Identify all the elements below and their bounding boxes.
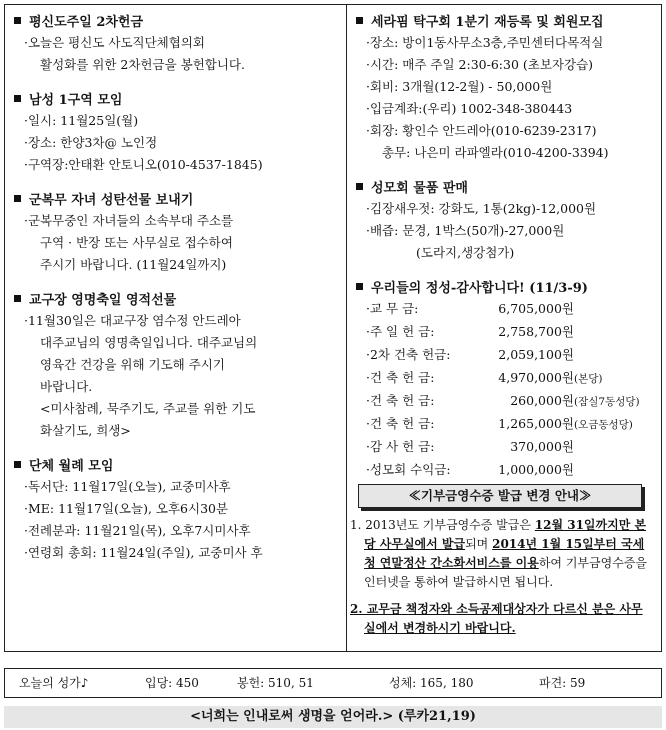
square-bullet-icon xyxy=(14,295,21,302)
offering-amount: 2,059,100원 xyxy=(498,347,574,362)
section-title: 군복무 자녀 성탄선물 보내기 xyxy=(14,192,340,210)
notice-body xyxy=(350,516,652,646)
hymn-bar xyxy=(4,668,662,698)
section-offerings xyxy=(356,280,656,482)
text-line: (도라지,생강첨가) xyxy=(416,245,515,260)
offering-label: ·2차 건축 헌금: xyxy=(366,347,451,362)
section-laity-sunday xyxy=(14,14,340,76)
text-line: 영육간 건강을 위해 기도해 주시기 xyxy=(40,357,225,372)
square-bullet-icon xyxy=(14,461,21,468)
text-line: ·일시: 11월25일(월) xyxy=(24,113,139,128)
text-line: ·회장: 황인수 안드레아(010-6239-2317) xyxy=(366,123,597,138)
section-title: 남성 1구역 모임 xyxy=(14,92,340,110)
offering-label: ·성모회 수익금: xyxy=(366,462,451,477)
text-line: ·독서단: 11월17일(오늘), 교중미사후 xyxy=(24,479,231,494)
receipt-notice xyxy=(350,482,654,648)
text-line: ·시간: 매주 주일 2:30-6:30 (초보자강습) xyxy=(366,57,594,72)
offering-label: ·주 일 헌 금: xyxy=(366,324,435,339)
text-line: 대주교님의 영명축일입니다. 대주교님의 xyxy=(40,335,258,350)
offering-amount: 1,000,000원 xyxy=(498,462,574,477)
offering-row xyxy=(356,367,656,390)
offering-row xyxy=(356,390,656,413)
offering-label: ·감 사 헌 금: xyxy=(366,439,435,454)
offering-label: ·건 축 헌 금: xyxy=(366,370,435,385)
text-line: 바랍니다. xyxy=(40,379,93,394)
section-title: 성모회 물품 판매 xyxy=(356,180,656,198)
text-line: ·구역장:안태환 안토니오(010-4537-1845) xyxy=(24,157,263,172)
section-goods-sale xyxy=(356,180,656,264)
section-title: 단체 월례 모임 xyxy=(14,458,340,476)
offering-label: ·건 축 헌 금: xyxy=(366,416,435,431)
offering-label: ·건 축 헌 금: xyxy=(366,393,435,408)
section-bishop-feast xyxy=(14,292,340,442)
text-line: 화살기도, 희생> xyxy=(40,423,131,438)
notice-item-1: 1. 2013년도 기부금영수증 발급은 12월 31일까지만 본당 사무실에서 발급되며 2014년 1월 15일부터 국세청 연말정산 간소화서비스를 이용하여 기부금영수증을 인터넷을 통하여 발급하시면 됩니다. xyxy=(350,518,647,589)
text-line: ·장소: 방이1동사무소3층,주민센터다목적실 xyxy=(366,35,604,50)
text-line: ·장소: 한양3차@ 노인정 xyxy=(24,135,158,150)
text-line: ·김장새우젓: 강화도, 1통(2kg)-12,000원 xyxy=(366,201,597,216)
text-line: 구역 · 반장 또는 사무실로 접수하여 xyxy=(40,235,233,250)
section-title: 교구장 영명축일 영적선물 xyxy=(14,292,340,310)
communion-hymn: 성체: 165, 180 xyxy=(389,676,474,690)
right-column xyxy=(356,14,656,498)
offering-note: (오금동성당) xyxy=(574,419,633,431)
offering-row xyxy=(356,413,656,436)
offering-note: (본당) xyxy=(574,373,603,385)
section-mens-meeting xyxy=(14,92,340,176)
text-line: ·입금계좌:(우리) 1002-348-380443 xyxy=(366,101,573,116)
section-table-tennis xyxy=(356,14,656,164)
offering-amount: 6,705,000원 xyxy=(498,301,574,316)
text-line: ·배즙: 문경, 1박스(50개)-27,000원 xyxy=(366,223,565,238)
offering-amount: 4,970,000원 xyxy=(498,370,574,385)
offering-amount: 2,758,700원 xyxy=(498,324,574,339)
column-divider xyxy=(346,4,347,652)
section-military-gifts xyxy=(14,192,340,276)
text-line: ·ME: 11월17일(오늘), 오후6시30분 xyxy=(24,501,229,516)
square-bullet-icon xyxy=(356,283,363,290)
offering-row xyxy=(356,344,656,367)
square-bullet-icon xyxy=(356,183,363,190)
text-line: 주시기 바랍니다. (11월24일까지) xyxy=(40,257,227,272)
text-line: ·회비: 3개월(12-2월) - 50,000원 xyxy=(366,79,553,94)
section-title: 평신도주일 2차헌금 xyxy=(14,14,340,32)
text-line: ·오늘은 평신도 사도직단체협의회 xyxy=(24,35,205,50)
offering-row xyxy=(356,321,656,344)
recessional-hymn: 파견: 59 xyxy=(539,676,586,690)
text-line: 총무: 나은미 라파엘라(010-4200-3394) xyxy=(382,145,609,160)
square-bullet-icon xyxy=(14,17,21,24)
section-group-meetings xyxy=(14,458,340,564)
offertory-hymn: 봉헌: 510, 51 xyxy=(237,676,314,690)
offering-note: (잠실7동성당) xyxy=(574,396,640,408)
text-line: ·군복무중인 자녀들의 소속부대 주소를 xyxy=(24,213,234,228)
text-line: 활성화를 위한 2차헌금을 봉헌합니다. xyxy=(40,57,245,72)
notice-title: ≪기부금영수증 발급 변경 안내≫ xyxy=(358,484,642,508)
square-bullet-icon xyxy=(14,195,21,202)
left-column xyxy=(14,14,340,580)
offering-row xyxy=(356,436,656,459)
bible-verse: <너희는 인내로써 생명을 얻어라.> (루카21,19) xyxy=(4,706,662,728)
offering-amount: 1,265,000원 xyxy=(498,416,574,431)
square-bullet-icon xyxy=(14,95,21,102)
text-line: ·연령회 총회: 11월24일(주일), 교중미사 후 xyxy=(24,545,263,560)
offering-amount: 370,000원 xyxy=(510,439,574,454)
offering-amount: 260,000원 xyxy=(510,393,574,408)
offering-label: ·교 무 금: xyxy=(366,301,419,316)
offering-row xyxy=(356,298,656,321)
hymn-label: 오늘의 성가♪ xyxy=(19,676,89,690)
offering-row xyxy=(356,459,656,482)
text-line: ·전례분과: 11월21일(목), 오후7시미사후 xyxy=(24,523,251,538)
entrance-hymn: 입당: 450 xyxy=(145,676,199,690)
section-title: 세라핌 탁구회 1분기 재등록 및 회원모집 xyxy=(356,14,656,32)
square-bullet-icon xyxy=(356,17,363,24)
notice-item-2: 2. 교무금 책정자와 소득공제대상자가 다르신 분은 사무실에서 변경하시기 바랍니다. xyxy=(350,602,643,635)
text-line: <미사참례, 묵주기도, 주교를 위한 기도 xyxy=(40,401,256,416)
offering-list xyxy=(356,298,656,482)
section-title: 우리들의 정성-감사합니다! (11/3-9) xyxy=(356,280,656,298)
text-line: ·11월30일은 대교구장 염수정 안드레아 xyxy=(24,313,241,328)
